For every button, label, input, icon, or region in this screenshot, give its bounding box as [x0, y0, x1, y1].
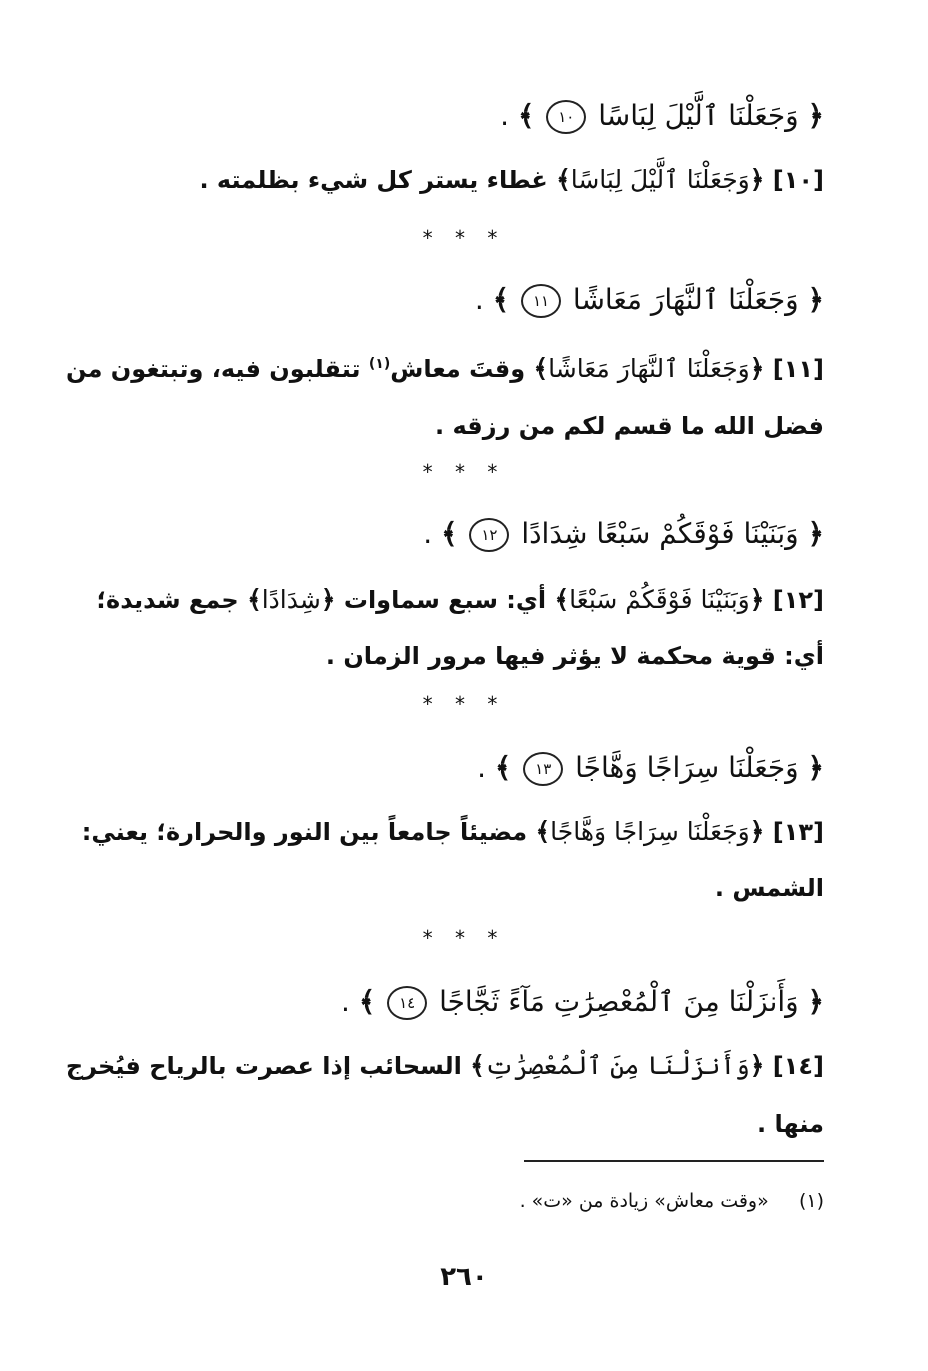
verse-text: وَجَعَلْنَا سِرَاجًا وَهَّاجًا: [575, 751, 799, 784]
verse-line: [104, 280, 824, 320]
section-separator: * * *: [422, 226, 506, 250]
ornament-close: ﴾: [441, 517, 458, 550]
verse-text: وَأَنزَلْنَا مِنَ ٱلْمُعْصِرَٰتِ مَآءً ثَجَّاجًا: [439, 985, 799, 1018]
verse-end: .: [477, 751, 495, 784]
ornament-close: ﴾: [470, 1051, 485, 1080]
ornament-open: ﴿: [807, 751, 824, 784]
footnote-number: (١): [798, 1190, 824, 1212]
section-separator: * * *: [422, 926, 506, 950]
ornament-open: ﴿: [320, 585, 336, 614]
verse-ref: [١١]: [772, 355, 824, 383]
quote-text: شِدَادًا: [261, 585, 321, 614]
commentary-line: [96, 580, 824, 620]
verse-line: [104, 514, 824, 554]
commentary-line: منها .: [757, 1110, 824, 1138]
ornament-close: ﴾: [492, 283, 510, 316]
verse-end: .: [500, 99, 518, 132]
verse-line: [104, 982, 824, 1022]
verse-text: وَجَعَلْنَا ٱلنَّهَارَ مَعَاشًا: [572, 283, 799, 316]
ornament-open: ﴿: [807, 985, 824, 1018]
commentary-text: أي: سبع سماوات: [335, 586, 555, 614]
ornament-close: ﴾: [517, 99, 535, 132]
ornament-close: ﴾: [533, 354, 549, 383]
commentary-line: الشمس .: [714, 874, 824, 902]
commentary-line: [65, 344, 824, 389]
footnote-divider: [524, 1160, 824, 1162]
ayah-number: ١٢: [469, 518, 509, 552]
ornament-close: ﴾: [494, 751, 512, 784]
verse-end: .: [423, 517, 442, 550]
commentary-line: [65, 1046, 824, 1086]
ornament-open: ﴿: [749, 817, 765, 846]
quote-text: وَجَعَلْنَا سِرَاجًا وَهَّاجًا: [550, 817, 750, 846]
ayah-number: ١١: [521, 284, 561, 318]
ornament-close: ﴾: [554, 585, 570, 614]
ayah-number: ١٤: [387, 986, 427, 1020]
ornament-open: ﴿: [749, 354, 765, 383]
ornament-open: ﴿: [807, 283, 824, 316]
footnote-marker[interactable]: (١): [368, 356, 391, 372]
commentary-text-cont: جمع شديدة؛: [96, 586, 248, 614]
ornament-open: ﴿: [749, 165, 765, 194]
commentary-text: مضيئاً جامعاً بين النور والحرارة؛ يعني:: [81, 818, 536, 846]
quote-text: وَأَنزَلْنَا مِنَ ٱلْمُعْصِرَٰتِ: [484, 1051, 750, 1080]
footnote-text: «وقت معاش» زيادة من «ت» .: [519, 1190, 769, 1212]
verse-ref: [١٤]: [772, 1052, 824, 1080]
ornament-close: ﴾: [247, 585, 262, 614]
verse-text: وَجَعَلْنَا ٱلَّيْلَ لِبَاسًا: [598, 99, 799, 132]
verse-ref: [١٢]: [772, 586, 824, 614]
verse-ref: [١٣]: [772, 818, 824, 846]
verse-end: .: [474, 283, 493, 316]
quote-text: وَجَعَلْنَا ٱلَّيْلَ لِبَاسًا: [570, 165, 750, 194]
ornament-open: ﴿: [807, 99, 824, 132]
ornament-open: ﴿: [807, 517, 824, 550]
verse-line: [104, 96, 824, 136]
commentary-text-cont: تتقلبون فيه، وتبتغون من: [65, 355, 369, 383]
commentary-text: السحائب إذا عصرت بالرياح فيُخرج: [65, 1052, 471, 1080]
ornament-close: ﴾: [535, 817, 551, 846]
quote-text: وَبَنَيْنَا فَوْقَكُمْ سَبْعًا: [569, 585, 750, 614]
verse-ref: [١٠]: [772, 166, 824, 194]
ornament-open: ﴿: [749, 1051, 765, 1080]
ayah-number: ١٠: [546, 100, 586, 134]
commentary-line: فضل الله ما قسم لكم من رزقه .: [435, 412, 824, 440]
verse-line: [104, 748, 824, 788]
ornament-open: ﴿: [749, 585, 765, 614]
commentary-line: [104, 160, 824, 200]
verse-text: وَبَنَيْنَا فَوْقَكُمْ سَبْعًا شِدَادًا: [521, 517, 799, 550]
commentary-text: وقتَ معاش: [390, 355, 534, 383]
ornament-close: ﴾: [556, 165, 571, 194]
commentary-line: أي: قوية محكمة لا يؤثر فيها مرور الزمان .: [325, 642, 824, 670]
ayah-number: ١٣: [523, 752, 563, 786]
ornament-close: ﴾: [358, 985, 376, 1018]
footnote: [520, 1190, 824, 1212]
commentary-text: غطاء يستر كل شيء بظلمته .: [199, 166, 557, 194]
section-separator: * * *: [422, 460, 506, 484]
commentary-line: [81, 812, 824, 852]
verse-end: .: [341, 985, 359, 1018]
page-number: ٢٦٠: [440, 1262, 488, 1292]
section-separator: * * *: [422, 692, 506, 716]
quote-text: وَجَعَلْنَا ٱلنَّهَارَ مَعَاشًا: [548, 354, 750, 383]
